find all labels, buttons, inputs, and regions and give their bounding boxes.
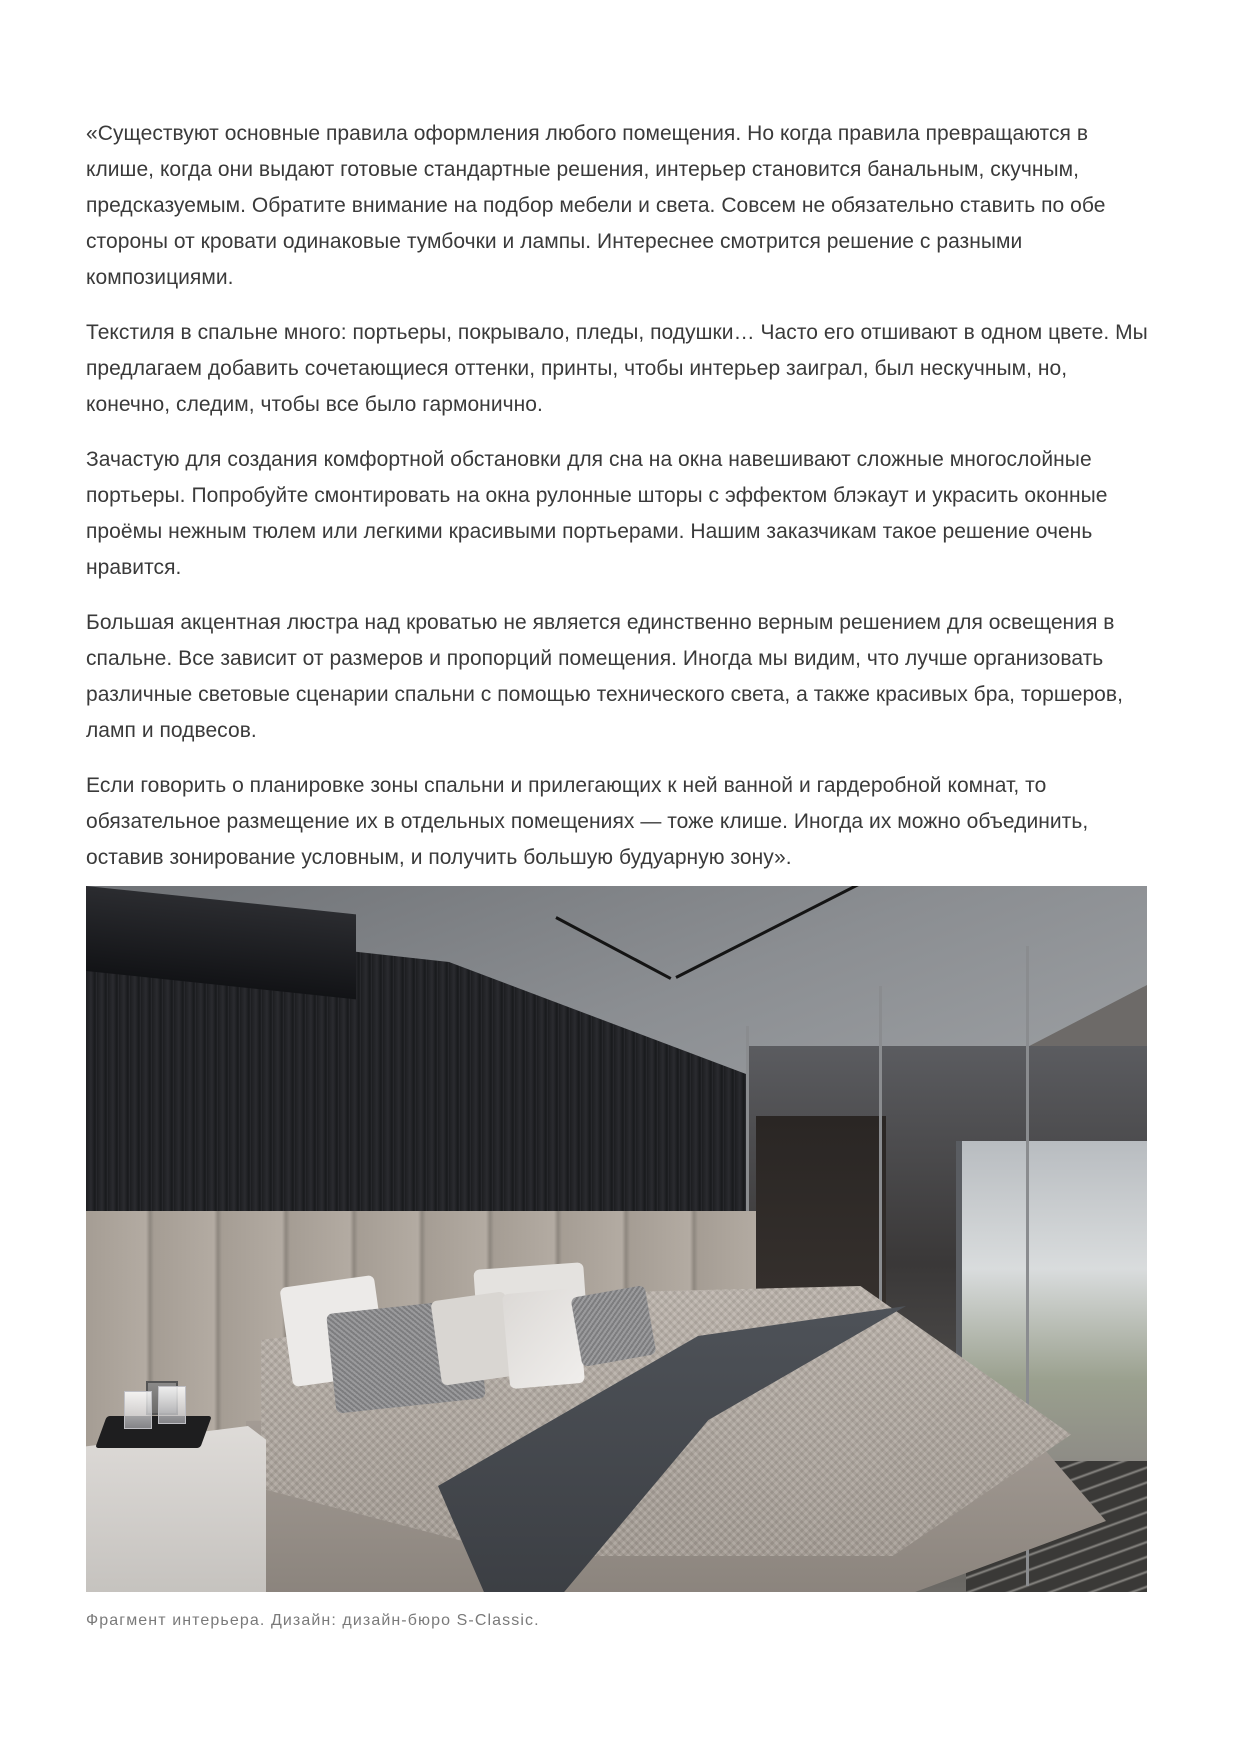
paragraph-4: Большая акцентная люстра над кроватью не является единственно верным решением для освещения в спальне. Все зависит от размеров и пропорций помещения. Иногда мы видим, что лучше организовать различные световые сценарии спальни с помощью технического света, а также красивых бра, торшеров, ламп и подвесов. [86,611,1124,742]
photo-tray [95,1416,212,1448]
photo-caption: Фрагмент интерьера. Дизайн: дизайн-бюро S-Classic. [86,1612,540,1629]
paragraph-1: «Существуют основные правила оформления любого помещения. Но когда правила превращаются в клише, когда они выдают готовые стандартные решения, интерьер становится банальным, скучным, предсказуемым. Обратите внимание на подбор мебели и света. Совсем не обязательно ставить по обе стороны от кровати одинаковые тумбочки и лампы. Интереснее смотрится решение с разными композициями. [86,122,1106,289]
photo-glass-cup [158,1386,186,1424]
photo-glass-cup [124,1391,152,1429]
interior-photo [86,886,1147,1592]
article-body [86,116,1156,895]
paragraph-5: Если говорить о планировке зоны спальни и прилегающих к ней ванной и гардеробной комнат, то обязательное размещение их в отдельных помещениях — тоже клише. Иногда их можно объединить, оставив зонирование условным, и получить большую будуарную зону». [86,774,1089,869]
paragraph-3: Зачастую для создания комфортной обстановки для сна на окна навешивают сложные многослойные портьеры. Попробуйте смонтировать на окна рулонные шторы с эффектом блэкаут и украсить оконные проёмы нежным тюлем или легкими красивыми портьерами. Нашим заказчикам такое решение очень нравится. [86,448,1108,579]
photo-nightstand [86,1426,266,1592]
photo-pillow [570,1285,656,1367]
paragraph-2: Текстиля в спальне много: портьеры, покрывало, пледы, подушки… Часто его отшивают в одном цвете. Мы предлагаем добавить сочетающиеся оттенки, принты, чтобы интерьер заиграл, был нескучным, но, конечно, следим, чтобы все было гармонично. [86,321,1148,416]
